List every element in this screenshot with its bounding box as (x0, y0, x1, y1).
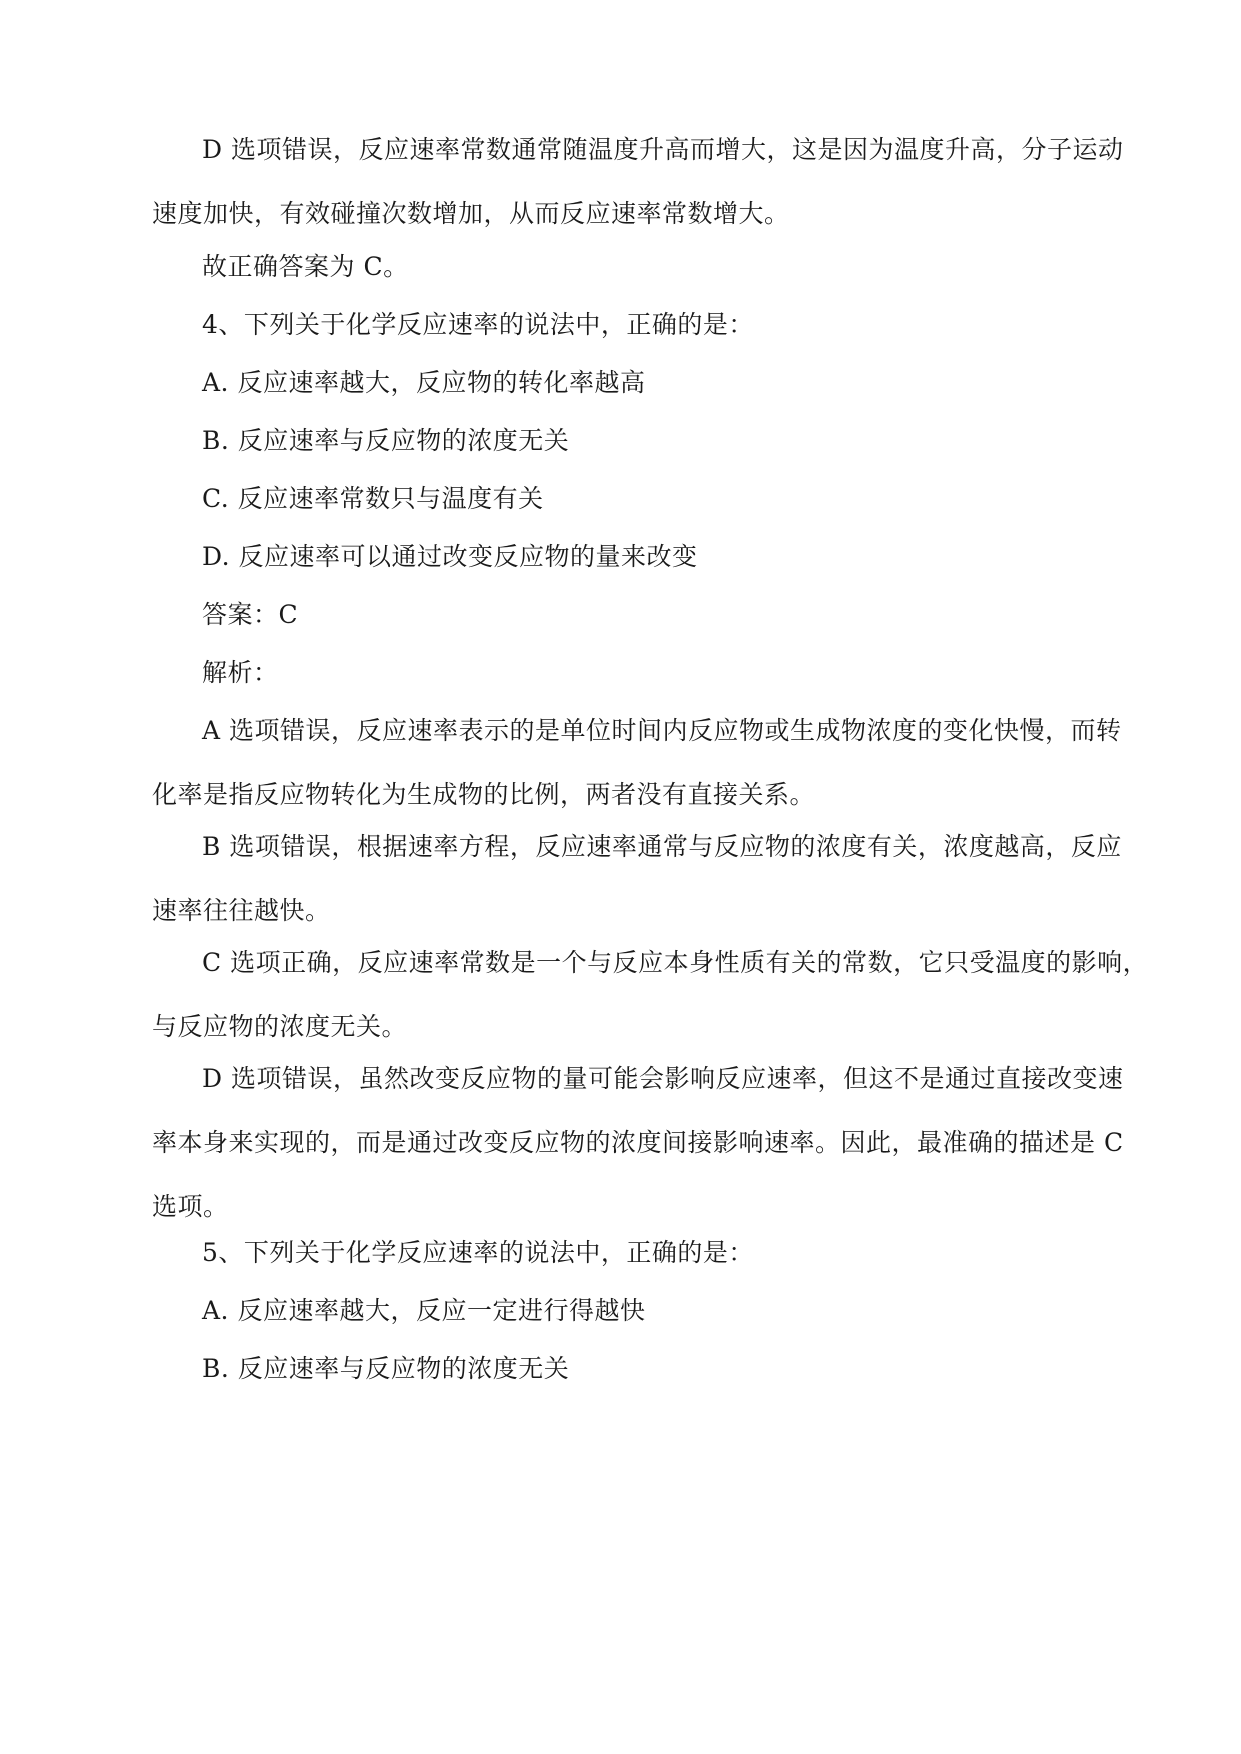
paragraph-line: B 选项错误，根据速率方程，反应速率通常与反应物的浓度有关，浓度越高，反应 (202, 832, 1122, 861)
question-4-option-d: D. 反应速率可以通过改变反应物的量来改变 (202, 542, 698, 571)
paragraph-line: 速度加快，有效碰撞次数增加，从而反应速率常数增大。 (152, 199, 790, 228)
paragraph-line: 与反应物的浓度无关。 (152, 1012, 408, 1041)
question-4-option-a: A. 反应速率越大，反应物的转化率越高 (202, 368, 646, 397)
paragraph-line: 率本身来实现的，而是通过改变反应物的浓度间接影响速率。因此，最准确的描述是 C (152, 1128, 1124, 1157)
paragraph-line: 选项。 (152, 1192, 229, 1221)
analysis-option-d (152, 1047, 1124, 1239)
paragraph-line: D 选项错误，反应速率常数通常随温度升高而增大，这是因为温度升高，分子运动 (202, 135, 1124, 164)
question-4-answer: 答案：C (202, 600, 299, 629)
question-4-analysis-label: 解析： (202, 658, 279, 687)
paragraph-line: A 选项错误，反应速率表示的是单位时间内反应物或生成物浓度的变化快慢，而转 (202, 716, 1122, 745)
paragraph-line: D 选项错误，虽然改变反应物的量可能会影响反应速率，但这不是通过直接改变速 (202, 1064, 1124, 1093)
question-4-option-b: B. 反应速率与反应物的浓度无关 (202, 426, 570, 455)
question-5-stem: 5、下列关于化学反应速率的说法中，正确的是： (202, 1238, 754, 1267)
paragraph-d-explanation-prev (152, 118, 1124, 246)
paragraph-line: C 选项正确，反应速率常数是一个与反应本身性质有关的常数，它只受温度的影响， (202, 948, 1149, 977)
question-4-option-c: C. 反应速率常数只与温度有关 (202, 484, 544, 513)
question-4-stem: 4、下列关于化学反应速率的说法中，正确的是： (202, 310, 754, 339)
analysis-option-a (152, 699, 1122, 827)
paragraph-line: 速率往往越快。 (152, 896, 331, 925)
question-5-option-a: A. 反应速率越大，反应一定进行得越快 (202, 1296, 646, 1325)
paragraph-line: 化率是指反应物转化为生成物的比例，两者没有直接关系。 (152, 780, 816, 809)
analysis-option-c (152, 931, 1149, 1059)
analysis-option-b (152, 815, 1122, 943)
prev-answer-conclusion: 故正确答案为 C。 (202, 252, 409, 281)
question-5-option-b: B. 反应速率与反应物的浓度无关 (202, 1354, 570, 1383)
